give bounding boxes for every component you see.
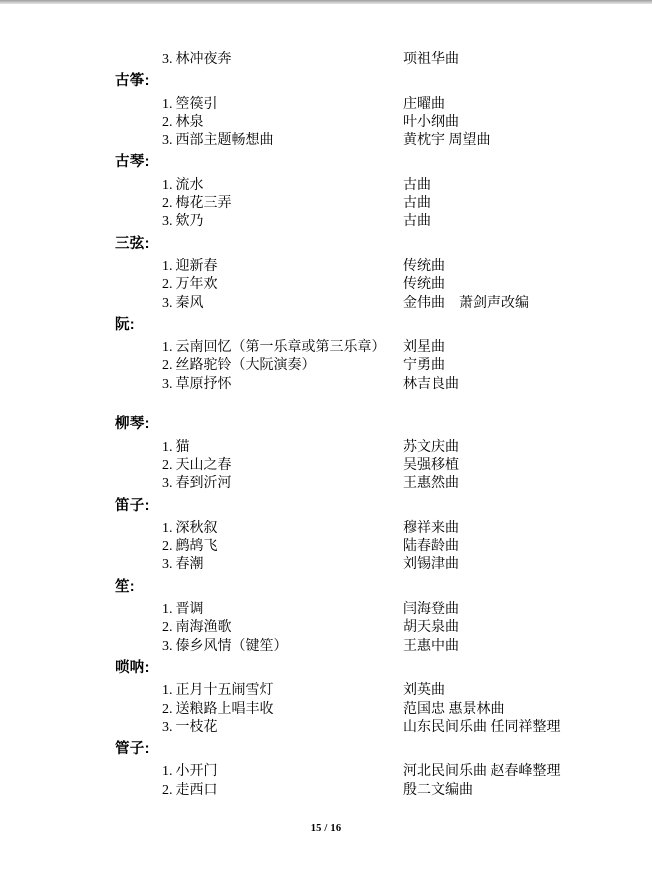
piece-entry	[162, 638, 288, 656]
item-number: 1.	[162, 340, 173, 356]
piece-entry	[162, 719, 218, 737]
list-item	[0, 96, 652, 114]
piece-title: 正月十五闹雪灯	[175, 683, 274, 699]
item-number: 1.	[162, 683, 173, 699]
list-item	[0, 258, 652, 276]
section-row	[0, 578, 652, 596]
piece-title: 春到沂河	[175, 476, 232, 492]
piece-title: 一枝花	[175, 719, 218, 735]
section-heading: 笛子:	[115, 497, 150, 514]
piece-title: 梅花三弄	[175, 196, 232, 212]
piece-entry	[162, 439, 190, 457]
composer: 陆春龄曲	[403, 539, 459, 555]
section-heading: 古琴:	[115, 154, 150, 171]
piece-entry	[162, 457, 232, 475]
piece-title: 林冲夜奔	[175, 52, 232, 67]
section-heading: 三弦:	[115, 235, 150, 252]
composer: 刘星曲	[403, 340, 445, 356]
piece-entry	[162, 601, 204, 619]
piece-entry	[162, 357, 316, 375]
piece-title: 傣乡风情（键笙）	[175, 638, 288, 654]
list-item	[0, 339, 652, 357]
piece-entry	[162, 51, 232, 69]
composer: 庄曜曲	[403, 96, 445, 112]
section-heading: 古筝:	[115, 73, 150, 90]
list-item	[0, 682, 652, 700]
composer: 苏文庆曲	[403, 439, 459, 455]
item-number: 2.	[162, 620, 173, 636]
item-number: 1.	[162, 258, 173, 274]
piece-title: 流水	[175, 177, 204, 193]
section-row	[0, 316, 652, 334]
list-item	[0, 114, 652, 132]
section-heading: 柳琴:	[115, 416, 150, 433]
section-heading: 管子:	[115, 741, 150, 758]
piece-title: 春潮	[175, 557, 204, 573]
list-item	[0, 177, 652, 195]
composer: 叶小纲曲	[403, 114, 459, 130]
composer: 宁勇曲	[403, 358, 445, 374]
piece-title: 鹧鸪飞	[175, 539, 218, 555]
item-number: 3.	[162, 376, 173, 392]
composer: 殷二文编曲	[403, 782, 473, 798]
item-number: 1.	[162, 602, 173, 618]
item-number: 2.	[162, 782, 173, 798]
piece-entry	[162, 556, 204, 574]
item-number: 3.	[162, 638, 173, 654]
piece-title: 迎新春	[175, 258, 218, 274]
piece-title: 走西口	[175, 782, 218, 798]
list-item	[0, 701, 652, 719]
composer: 古曲	[403, 177, 431, 193]
composer: 河北民间乐曲 赵春峰整理	[403, 764, 561, 780]
piece-title: 草原抒怀	[175, 376, 232, 392]
piece-entry	[162, 177, 204, 195]
page-number: 15 / 16	[310, 823, 342, 834]
composer: 传统曲	[403, 277, 445, 293]
composer: 山东民间乐曲 任同祥整理	[403, 719, 561, 735]
piece-title: 南海渔歌	[175, 620, 232, 636]
section-row	[0, 153, 652, 171]
piece-title: 天山之春	[175, 457, 232, 473]
item-number: 1.	[162, 177, 173, 193]
piece-entry	[162, 619, 232, 637]
item-number: 3.	[162, 52, 173, 67]
composer: 古曲	[403, 196, 431, 212]
piece-title: 送粮路上唱丰收	[175, 701, 274, 717]
list-item	[0, 601, 652, 619]
piece-entry	[162, 782, 218, 800]
list-item	[0, 782, 652, 800]
composer: 穆祥来曲	[403, 520, 459, 536]
piece-title: 欸乃	[175, 214, 204, 230]
item-number: 3.	[162, 476, 173, 492]
section-heading: 笙:	[115, 578, 135, 595]
composer: 林吉良曲	[403, 376, 459, 392]
list-item	[0, 51, 652, 69]
composer: 刘锡津曲	[403, 557, 459, 573]
list-item	[0, 538, 652, 556]
composer: 传统曲	[403, 258, 445, 274]
piece-title: 箜篌引	[175, 96, 218, 112]
list-item	[0, 439, 652, 457]
section-row	[0, 415, 652, 433]
list-item	[0, 457, 652, 475]
piece-entry	[162, 295, 204, 313]
piece-entry	[162, 276, 218, 294]
composer: 吴强移植	[403, 457, 459, 473]
list-item	[0, 638, 652, 656]
list-item	[0, 195, 652, 213]
piece-entry	[162, 701, 274, 719]
item-number: 3.	[162, 719, 173, 735]
list-item	[0, 619, 652, 637]
composer: 古曲	[403, 214, 431, 230]
piece-title: 秦风	[175, 295, 204, 311]
list-item	[0, 556, 652, 574]
section-row	[0, 659, 652, 677]
piece-entry	[162, 195, 232, 213]
piece-title: 深秋叙	[175, 520, 218, 536]
composer: 胡天泉曲	[403, 620, 459, 636]
list-item	[0, 295, 652, 313]
composer: 黄枕宇 周望曲	[403, 133, 491, 149]
piece-title: 云南回忆（第一乐章或第三乐章）	[175, 340, 386, 356]
piece-title: 晋调	[175, 602, 204, 618]
section-row	[0, 235, 652, 253]
item-number: 1.	[162, 764, 173, 780]
list-item	[0, 520, 652, 538]
piece-title: 小开门	[175, 764, 218, 780]
piece-entry	[162, 520, 218, 538]
repertoire-list	[0, 51, 652, 800]
composer: 王惠然曲	[403, 476, 459, 492]
piece-title: 万年欢	[175, 277, 218, 293]
piece-entry	[162, 114, 204, 132]
section-heading: 阮:	[115, 316, 135, 333]
section-row	[0, 72, 652, 90]
piece-entry	[162, 132, 274, 150]
section-row	[0, 740, 652, 758]
piece-title: 西部主题畅想曲	[175, 133, 274, 149]
piece-entry	[162, 96, 218, 114]
list-item	[0, 213, 652, 231]
section-row	[0, 497, 652, 515]
piece-entry	[162, 258, 218, 276]
item-number: 2.	[162, 114, 173, 130]
item-number: 1.	[162, 439, 173, 455]
piece-entry	[162, 682, 274, 700]
item-number: 3.	[162, 557, 173, 573]
list-item	[0, 357, 652, 375]
composer: 闫海登曲	[403, 602, 459, 618]
composer: 范国忠 惠景林曲	[403, 701, 505, 717]
page-top-edge	[0, 0, 652, 4]
composer: 项祖华曲	[403, 52, 459, 67]
item-number: 2.	[162, 539, 173, 555]
item-number: 3.	[162, 133, 173, 149]
blank-line	[0, 394, 652, 412]
piece-entry	[162, 339, 386, 357]
piece-entry	[162, 475, 232, 493]
item-number: 2.	[162, 277, 173, 293]
piece-title: 丝路驼铃（大阮演奏）	[175, 358, 316, 374]
item-number: 3.	[162, 214, 173, 230]
item-number: 1.	[162, 96, 173, 112]
list-item	[0, 719, 652, 737]
list-item	[0, 376, 652, 394]
piece-title: 猫	[175, 439, 190, 455]
composer: 王惠中曲	[403, 638, 459, 654]
item-number: 1.	[162, 520, 173, 536]
list-item	[0, 763, 652, 781]
section-heading: 唢呐:	[115, 659, 150, 676]
item-number: 2.	[162, 701, 173, 717]
item-number: 2.	[162, 196, 173, 212]
item-number: 2.	[162, 457, 173, 473]
composer: 金伟曲 萧剑声改编	[403, 295, 529, 311]
item-number: 2.	[162, 358, 173, 374]
list-item	[0, 132, 652, 150]
piece-entry	[162, 763, 218, 781]
piece-entry	[162, 376, 232, 394]
composer: 刘英曲	[403, 683, 445, 699]
list-item	[0, 475, 652, 493]
piece-entry	[162, 538, 218, 556]
piece-entry	[162, 213, 204, 231]
list-item	[0, 276, 652, 294]
piece-title: 林泉	[175, 114, 204, 130]
item-number: 3.	[162, 295, 173, 311]
